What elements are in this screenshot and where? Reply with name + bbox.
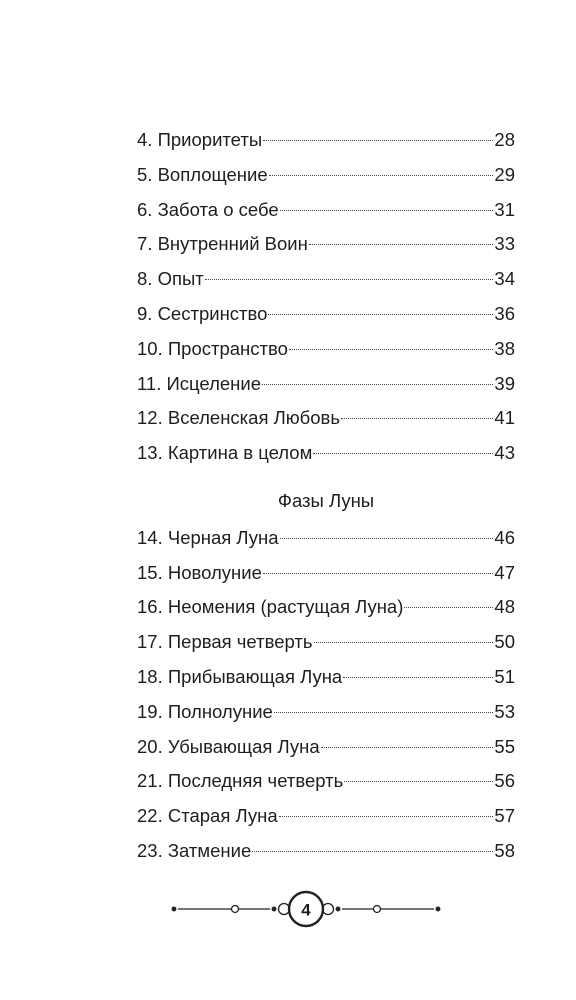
dot-leader [341, 418, 493, 419]
toc-entry-page: 53 [494, 700, 515, 722]
toc-entry-title: 20. Убывающая Луна [137, 735, 320, 757]
toc-entry [137, 401, 515, 436]
toc-entry-page: 29 [494, 163, 515, 185]
toc-entry-page: 47 [494, 561, 515, 583]
dot-leader [252, 851, 493, 852]
toc-entry [137, 262, 515, 297]
dot-leader [289, 349, 494, 350]
dot-leader [262, 384, 493, 385]
dot-leader [268, 314, 493, 315]
toc-entry-title: 23. Затмение [137, 839, 252, 861]
toc-entry-title: 5. Воплощение [137, 163, 268, 185]
toc-entry-title: 15. Новолуние [137, 561, 262, 583]
toc-entry-page: 33 [494, 233, 515, 255]
toc-entry [137, 660, 515, 695]
dot-leader [321, 747, 494, 748]
toc-entry-title: 7. Внутренний Воин [137, 233, 308, 255]
dot-leader [314, 642, 494, 643]
table-of-contents [137, 123, 515, 869]
dot-leader [274, 712, 494, 713]
toc-entry-title: 13. Картина в целом [137, 442, 313, 464]
toc-entry-page: 36 [494, 302, 515, 324]
toc-entry-page: 51 [494, 665, 515, 687]
toc-entry-page: 58 [494, 839, 515, 861]
dot-leader [343, 677, 493, 678]
dot-leader [280, 538, 494, 539]
toc-entry-page: 28 [494, 129, 515, 150]
toc-entry [137, 625, 515, 660]
toc-entry [137, 590, 515, 625]
toc-entry-page: 57 [494, 805, 515, 827]
toc-entry-page: 34 [494, 268, 515, 290]
toc-entry-title: 14. Черная Луна [137, 526, 279, 548]
toc-entry-page: 31 [494, 198, 515, 220]
toc-entry-title: 16. Неомения (растущая Луна) [137, 596, 404, 618]
dot-leader [404, 607, 493, 608]
dot-leader [313, 453, 493, 454]
ornament-flourish-icon [170, 882, 442, 940]
toc-entry [137, 834, 515, 869]
toc-entry [137, 332, 515, 367]
toc-entry-title: 12. Вселенская Любовь [137, 407, 340, 429]
toc-entry-title: 22. Старая Луна [137, 805, 278, 827]
toc-entry [137, 193, 515, 228]
toc-entry-page: 55 [494, 735, 515, 757]
toc-entry-page: 38 [494, 337, 515, 359]
toc-entry-title: 4. Приоритеты [137, 129, 263, 150]
dot-leader [263, 573, 494, 574]
toc-entry-page: 43 [494, 442, 515, 464]
page-number-ornament [170, 882, 442, 940]
toc-group-chapters [137, 123, 515, 471]
dot-leader [280, 210, 494, 211]
toc-entry-title: 19. Полнолуние [137, 700, 273, 722]
toc-entry-page: 41 [494, 407, 515, 429]
toc-entry [137, 695, 515, 730]
dot-leader [309, 244, 494, 245]
toc-entry-title: 9. Сестринство [137, 302, 268, 324]
toc-entry-title: 18. Прибывающая Луна [137, 665, 343, 687]
toc-entry [137, 367, 515, 402]
dot-leader [344, 781, 493, 782]
toc-entry-page: 39 [494, 372, 515, 394]
toc-entry [137, 799, 515, 834]
toc-entry-title: 21. Последняя четверть [137, 770, 344, 792]
page-number: 4 [301, 900, 311, 920]
toc-entry-title: 11. Исцеление [137, 372, 262, 394]
toc-entry-title: 17. Первая четверть [137, 631, 313, 653]
toc-entry [137, 730, 515, 765]
toc-group-moon-phases [137, 521, 515, 869]
toc-entry [137, 297, 515, 332]
toc-entry-title: 6. Забота о себе [137, 198, 279, 220]
toc-entry [137, 556, 515, 591]
toc-entry [137, 123, 515, 158]
toc-entry [137, 436, 515, 471]
toc-entry [137, 158, 515, 193]
toc-entry-title: 8. Опыт [137, 268, 204, 290]
dot-leader [205, 279, 494, 280]
toc-entry [137, 764, 515, 799]
toc-entry [137, 521, 515, 556]
toc-entry-page: 46 [494, 526, 515, 548]
toc-entry-page: 56 [494, 770, 515, 792]
toc-entry-page: 48 [494, 596, 515, 618]
dot-leader [263, 140, 493, 141]
dot-leader [269, 175, 494, 176]
toc-entry-title: 10. Пространство [137, 337, 288, 359]
toc-entry [137, 227, 515, 262]
toc-entry-page: 50 [494, 631, 515, 653]
dot-leader [279, 816, 494, 817]
section-heading: Фазы Луны [277, 489, 375, 511]
